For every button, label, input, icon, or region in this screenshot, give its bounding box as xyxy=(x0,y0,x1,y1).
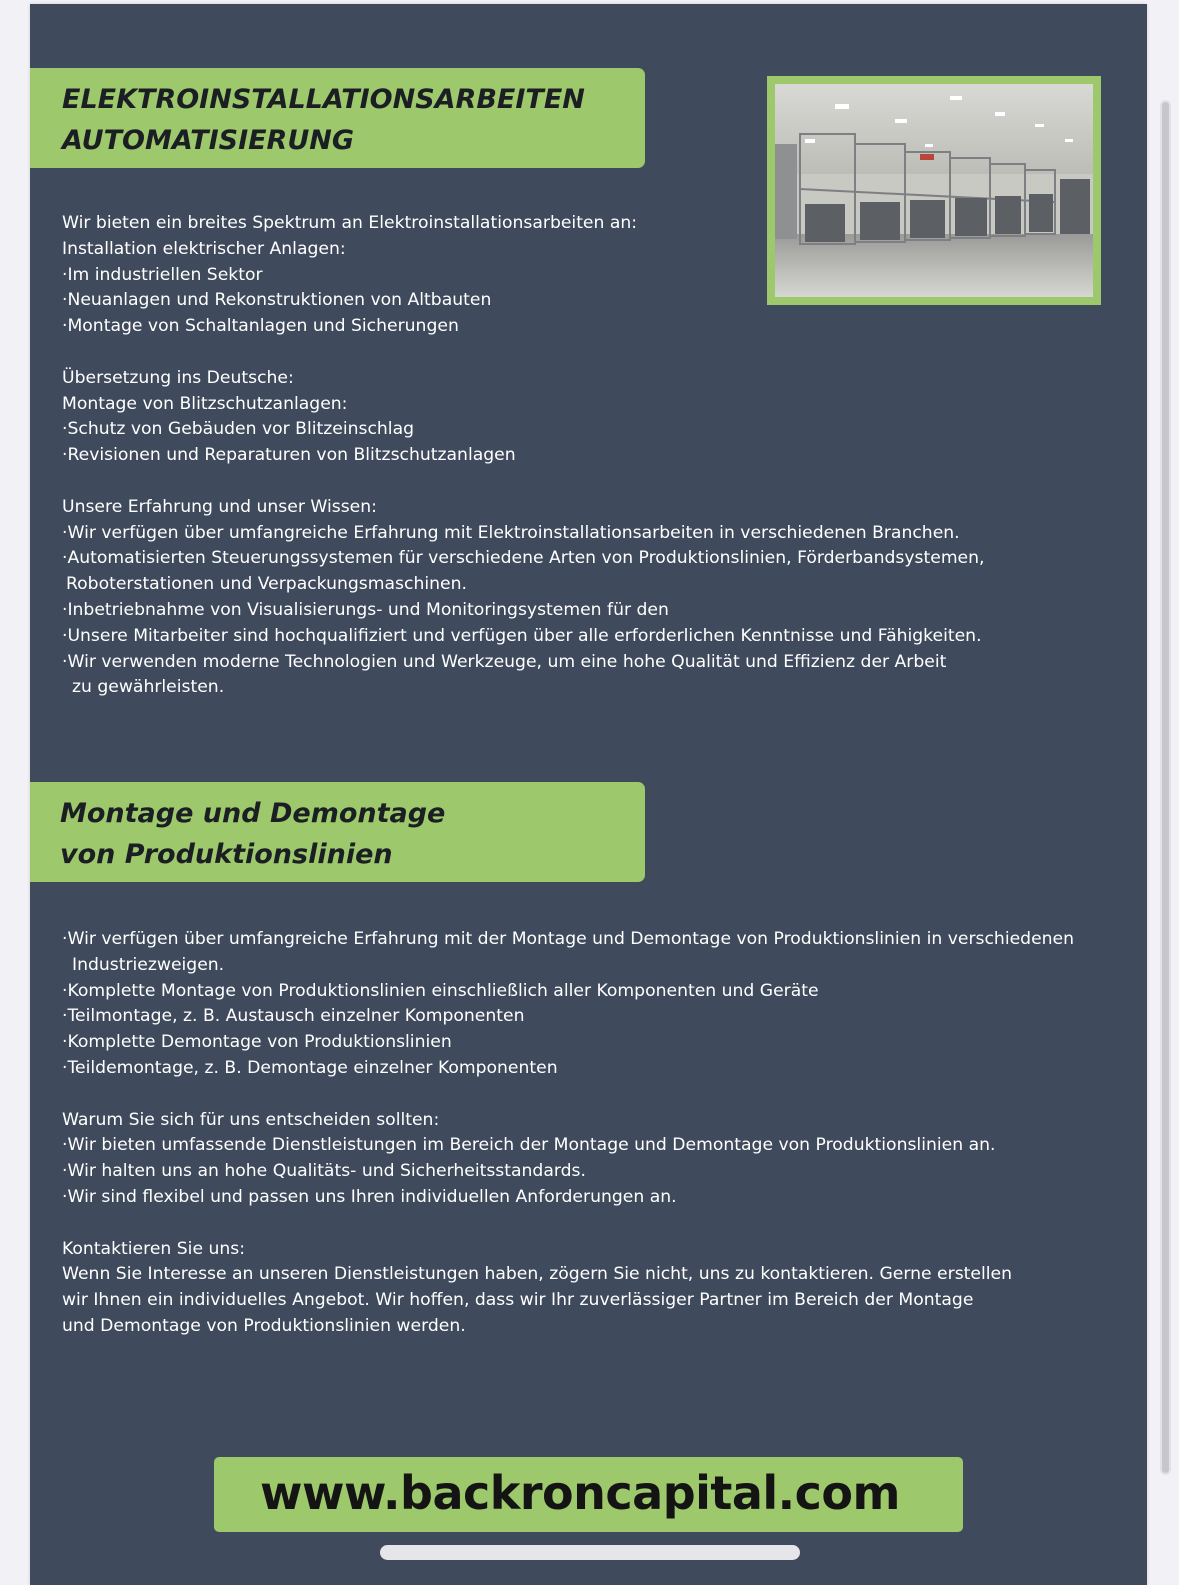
heading-line: Montage und Demontage xyxy=(60,798,446,829)
body-line: ·Wir verwenden moderne Technologien und Werkzeuge, um eine hohe Qualität und Effizienz der Arbeit xyxy=(62,651,947,672)
body-line: ·Wir bieten umfassende Dienstleistungen im Bereich der Montage und Demontage von Produktionslinien an. xyxy=(62,1135,996,1156)
paragraph-gap xyxy=(62,1211,1074,1237)
body-line: ·Revisionen und Reparaturen von Blitzschutzanlagen xyxy=(62,445,516,466)
body-line: ·Wir verfügen über umfangreiche Erfahrung mit der Montage und Demontage von Produktionslinien in verschiedenen xyxy=(62,929,1075,949)
body-line: ·Wir halten uns an hohe Qualitäts- und Sicherheitsstandards. xyxy=(62,1161,586,1182)
body-line: zu gewährleisten. xyxy=(72,677,225,698)
paragraph-gap xyxy=(62,1082,1074,1108)
home-indicator-bar[interactable] xyxy=(380,1545,800,1560)
section-heading-assembly xyxy=(30,782,645,882)
body-line: Wir bieten ein breites Spektrum an Elektroinstallationsarbeiten an: xyxy=(62,213,638,233)
body-line: ·Teilmontage, z. B. Austausch einzelner Komponenten xyxy=(62,1006,525,1027)
website-banner[interactable] xyxy=(214,1457,963,1532)
body-line: Unsere Erfahrung und unser Wissen: xyxy=(62,496,377,517)
body-line: ·Neuanlagen und Rekonstruktionen von Altbauten xyxy=(62,290,492,311)
body-line: Industriezweigen. xyxy=(72,954,225,975)
body-line: ·Unsere Mitarbeiter sind hochqualifiziert und verfügen über alle erforderlichen Kenntnisse und Fähigkeiten. xyxy=(62,625,982,646)
body-line: Kontaktieren Sie uns: xyxy=(62,1238,246,1259)
heading-line: AUTOMATISIERUNG xyxy=(62,125,355,156)
body-line: ·Wir verfügen über umfangreiche Erfahrung mit Elektroinstallationsarbeiten in verschiedenen Branchen. xyxy=(62,522,960,543)
body-line: ·Komplette Montage von Produktionslinien einschließlich aller Komponenten und Geräte xyxy=(62,980,819,1001)
body-line: und Demontage von Produktionslinien werden. xyxy=(62,1315,466,1336)
body-line: wir Ihnen ein individuelles Angebot. Wir hoffen, dass wir Ihr zuverlässiger Partner im Bereich der Montage xyxy=(62,1290,974,1311)
body-line: ·Montage von Schaltanlagen und Sicherungen xyxy=(62,316,459,337)
website-url-link[interactable]: www.backroncapital.com xyxy=(260,1466,900,1520)
body-line: ·Wir sind flexibel und passen uns Ihren individuellen Anforderungen an. xyxy=(62,1186,677,1207)
body-line: Roboterstationen und Verpackungsmaschinen. xyxy=(66,574,467,595)
body-line: Installation elektrischer Anlagen: xyxy=(62,238,346,259)
body-line: ·Im industriellen Sektor xyxy=(62,264,263,285)
section-body-assembly xyxy=(62,927,1074,1340)
body-line: ·Automatisierten Steuerungssystemen für verschiedene Arten von Produktionslinien, Förderbandsystemen, xyxy=(62,548,985,569)
section-heading-electrical xyxy=(30,68,645,168)
heading-line: ELEKTROINSTALLATIONSARBEITEN xyxy=(62,84,585,115)
body-line: Übersetzung ins Deutsche: xyxy=(62,367,294,388)
body-line: ·Komplette Demontage von Produktionslinien xyxy=(62,1032,452,1053)
body-line: ·Inbetriebnahme von Visualisierungs- und Monitoringsystemen für den xyxy=(62,599,669,620)
scrollbar-thumb[interactable] xyxy=(1162,102,1169,1473)
document-page xyxy=(30,4,1147,1585)
body-line: Warum Sie sich für uns entscheiden sollten: xyxy=(62,1109,440,1130)
body-line: ·Schutz von Gebäuden vor Blitzeinschlag xyxy=(62,419,415,440)
body-line: ·Teildemontage, z. B. Demontage einzelner Komponenten xyxy=(62,1057,558,1078)
paragraph-gap xyxy=(62,340,985,366)
heading-line: von Produktionslinien xyxy=(60,839,393,870)
paragraph-gap xyxy=(62,469,985,495)
section-body-electrical xyxy=(62,211,985,701)
body-line: Wenn Sie Interesse an unseren Dienstleistungen haben, zögern Sie nicht, uns zu kontaktieren. Gerne erstellen xyxy=(62,1264,1012,1285)
body-line: Montage von Blitzschutzanlagen: xyxy=(62,393,348,414)
